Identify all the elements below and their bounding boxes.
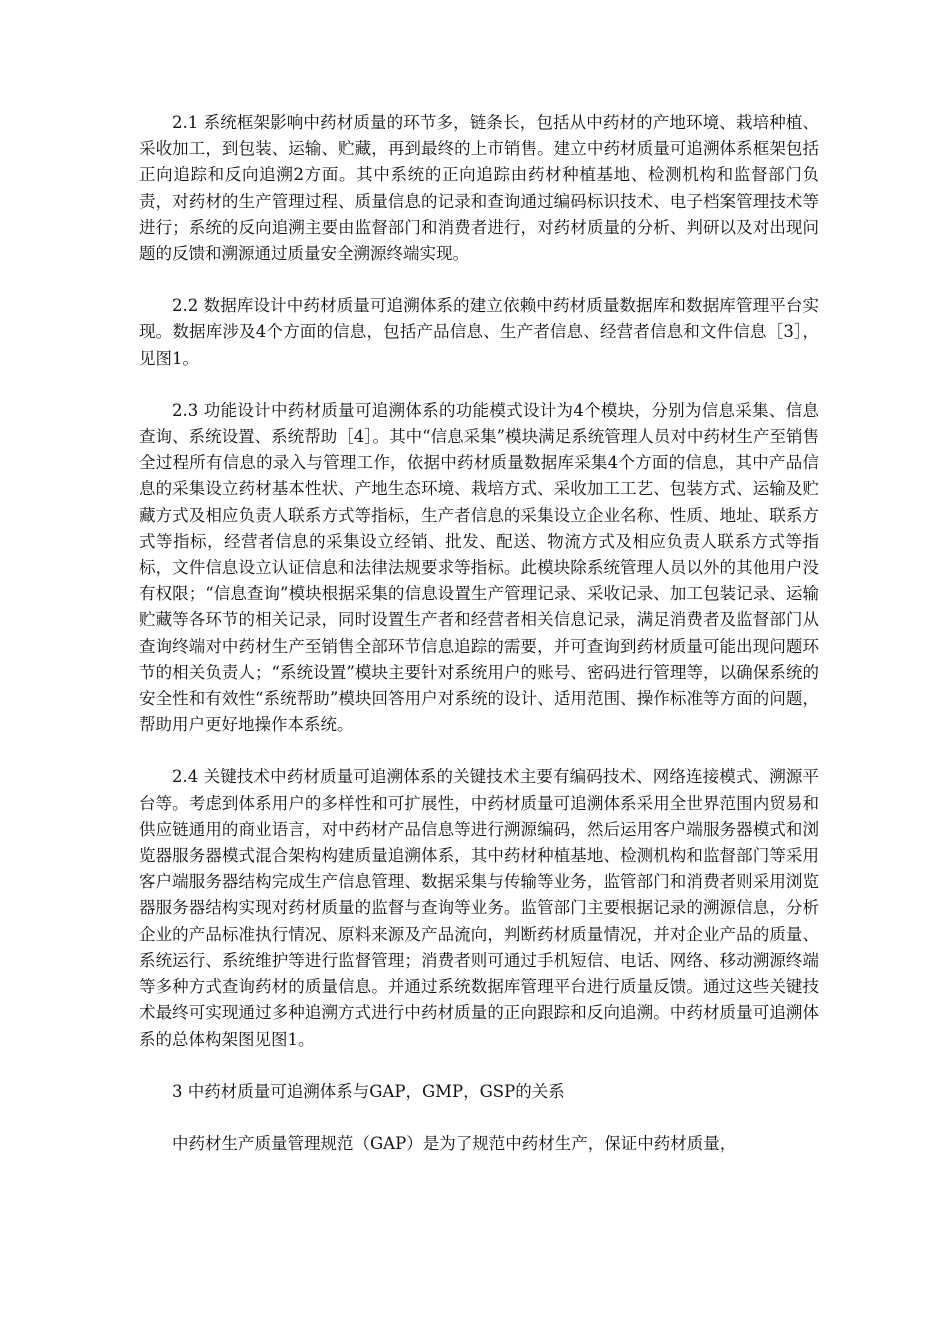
paragraph-gap-intro: 中药材生产质量管理规范（GAP）是为了规范中药材生产，保证中药材质量， xyxy=(172,1133,737,1153)
paragraph-2-3-function-design: 2.3 功能设计中药材质量可追溯体系的功能模式设计为4个模块，分别为信息采集、信息查询、系统设置、系统帮助［4］。其中“信息采集”模块满足系统管理人员对中药材生产至销售全过程所有信息的录入与管理工作，依据中药材质量数据库采集4个方面的信息，其中产品信息的采集设立药材基本性状、产地生态环境、栽培方式、采收加工工艺、包装方式、运输及贮藏方式及相应负责人联系方式等指标，生产者信息的采集设立企业名称、性质、地址、联系方式等指标，经营者信息的采集设立经销、批发、配送、物流方式及相应负责人联系方式等指标，文件信息设立认证信息和法律法规要求等指标。此模块除系统管理人员以外的其他用户没有权限；“信息查询”模块根据采集的信息设置生产管理记录、采收记录、加工包装记录、运输贮藏等各环节的相关记录，同时设置生产者和经营者相关信息记录，满足消费者及监督部门从查询终端对中药材生产至销售全部环节信息追踪的需要，并可查询到药材质量可能出现问题环节的相关负责人；“系统设置”模块主要针对系统用户的账号、密码进行管理等，以确保系统的安全性和有效性“系统帮助”模块回答用户对系统的设计、适用范围、操作标准等方面的问题，帮助用户更好地操作本系统。 xyxy=(139,400,819,735)
paragraph-2-2-database-design: 2.2 数据库设计中药材质量可追溯体系的建立依赖中药材质量数据库和数据库管理平台实现。数据库涉及4个方面的信息，包括产品信息、生产者信息、经营者信息和文件信息［3］，见图1。 xyxy=(139,296,819,368)
section-heading-3: 3 中药材质量可追溯体系与GAP，GMP，GSP的关系 xyxy=(172,1081,565,1101)
paragraph-2-1-system-framework: 2.1 系统框架影响中药材质量的环节多，链条长，包括从中药材的产地环境、栽培种植、采收加工，到包装、运输、贮藏，再到最终的上市销售。建立中药材质量可追溯体系框架包括正向追踪和反向追溯2方面。其中系统的正向追踪由药材种植基地、检测机构和监督部门负责，对药材的生产管理过程、质量信息的记录和查询通过编码标识技术、电子档案管理技术等进行；系统的反向追溯主要由监督部门和消费者进行，对药材质量的分析、判研以及对出现问题的反馈和溯源通过质量安全溯源终端实现。 xyxy=(139,113,819,264)
paragraph-2-4-key-technology: 2.4 关键技术中药材质量可追溯体系的关键技术主要有编码技术、网络连接模式、溯源平台等。考虑到体系用户的多样性和可扩展性，中药材质量可追溯体系采用全世界范围内贸易和供应链通用的商业语言，对中药材产品信息等进行溯源编码，然后运用客户端服务器模式和浏览器服务器模式混合架构构建质量追溯体系，其中药材种植基地、检测机构和监督部门等采用客户端服务器结构完成生产信息管理、数据采集与传输等业务，监管部门和消费者则采用浏览器服务器结构实现对药材质量的监督与查询等业务。监管部门主要根据记录的溯源信息，分析企业的产品标准执行情况、原料来源及产品流向，判断药材质量情况，并对企业产品的质量、系统运行、系统维护等进行监督管理；消费者则可通过手机短信、电话、网络、移动溯源终端等多种方式查询药材的质量信息。并通过系统数据库管理平台进行质量反馈。通过这些关键技术最终可实现通过多种追溯方式进行中药材质量的正向跟踪和反向追溯。中药材质量可追溯体系的总体构架图见图1。 xyxy=(139,767,819,1049)
document-page xyxy=(139,110,819,1157)
